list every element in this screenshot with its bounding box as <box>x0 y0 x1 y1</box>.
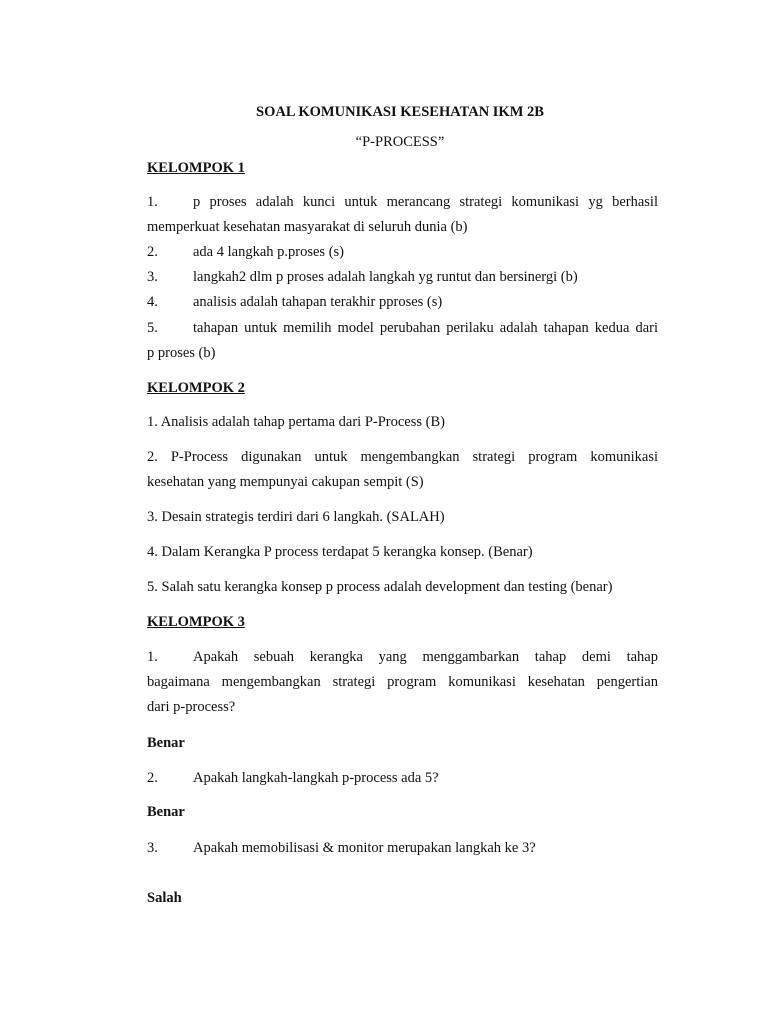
question-text: Apakah langkah-langkah p-process ada 5? <box>193 770 439 786</box>
kelompok-2-question-2-line-1: 2. P-Process digunakan untuk mengembangkan strategi program komunikasi <box>147 449 658 465</box>
kelompok-1-question-3 <box>147 269 658 286</box>
question-number: 1. <box>147 649 158 665</box>
kelompok-3-answer-1: Benar <box>147 735 185 751</box>
kelompok-3-question-2 <box>147 770 658 787</box>
question-number: 2. <box>147 770 158 786</box>
question-text: p proses adalah kunci untuk merancang strategi komunikasi yg berhasil <box>193 194 658 210</box>
question-number: 3. <box>147 840 158 856</box>
question-text: tahapan untuk memilih model perubahan perilaku adalah tahapan kedua dari <box>193 320 658 336</box>
kelompok-1-heading: KELOMPOK 1 <box>147 160 245 176</box>
kelompok-3-answer-2: Benar <box>147 804 185 820</box>
kelompok-1-question-2 <box>147 244 658 261</box>
kelompok-3-question-1-line-1 <box>147 649 658 666</box>
kelompok-3-answer-3: Salah <box>147 890 182 906</box>
kelompok-1-question-5-line-2: p proses (b) <box>147 345 216 361</box>
kelompok-3-question-1-line-2: bagaimana mengembangkan strategi program komunikasi kesehatan pengertian <box>147 674 658 690</box>
question-number: 3. <box>147 269 158 285</box>
question-text: Apakah sebuah kerangka yang menggambarkan tahap demi tahap <box>193 649 658 665</box>
kelompok-1-question-1-line-1 <box>147 194 658 211</box>
question-number: 4. <box>147 294 158 310</box>
document-title: SOAL KOMUNIKASI KESEHATAN IKM 2B <box>256 104 544 120</box>
kelompok-3-question-1-line-3: dari p-process? <box>147 699 236 715</box>
kelompok-2-question-2-line-2: kesehatan yang mempunyai cakupan sempit (S) <box>147 474 424 490</box>
question-number: 2. <box>147 244 158 260</box>
kelompok-3-heading: KELOMPOK 3 <box>147 614 245 630</box>
question-text: Apakah memobilisasi & monitor merupakan langkah ke 3? <box>193 840 536 856</box>
question-text: langkah2 dlm p proses adalah langkah yg runtut dan bersinergi (b) <box>193 269 578 285</box>
question-text: analisis adalah tahapan terakhir pproses (s) <box>193 294 443 310</box>
kelompok-3-question-3 <box>147 840 658 857</box>
question-number: 1. <box>147 194 158 210</box>
kelompok-2-question-5: 5. Salah satu kerangka konsep p process adalah development dan testing (benar) <box>147 579 613 595</box>
kelompok-1-question-4 <box>147 294 658 311</box>
kelompok-1-question-5-line-1 <box>147 320 658 337</box>
kelompok-2-question-4: 4. Dalam Kerangka P process terdapat 5 kerangka konsep. (Benar) <box>147 544 533 560</box>
kelompok-2-question-1: 1. Analisis adalah tahap pertama dari P-Process (B) <box>147 414 445 430</box>
kelompok-1-question-1-line-2: memperkuat kesehatan masyarakat di seluruh dunia (b) <box>147 219 468 235</box>
document-subtitle: “P-PROCESS” <box>355 134 445 150</box>
question-number: 5. <box>147 320 158 336</box>
kelompok-2-question-3: 3. Desain strategis terdiri dari 6 langkah. (SALAH) <box>147 509 445 525</box>
kelompok-2-heading: KELOMPOK 2 <box>147 380 245 396</box>
question-text: ada 4 langkah p.proses (s) <box>193 244 344 260</box>
